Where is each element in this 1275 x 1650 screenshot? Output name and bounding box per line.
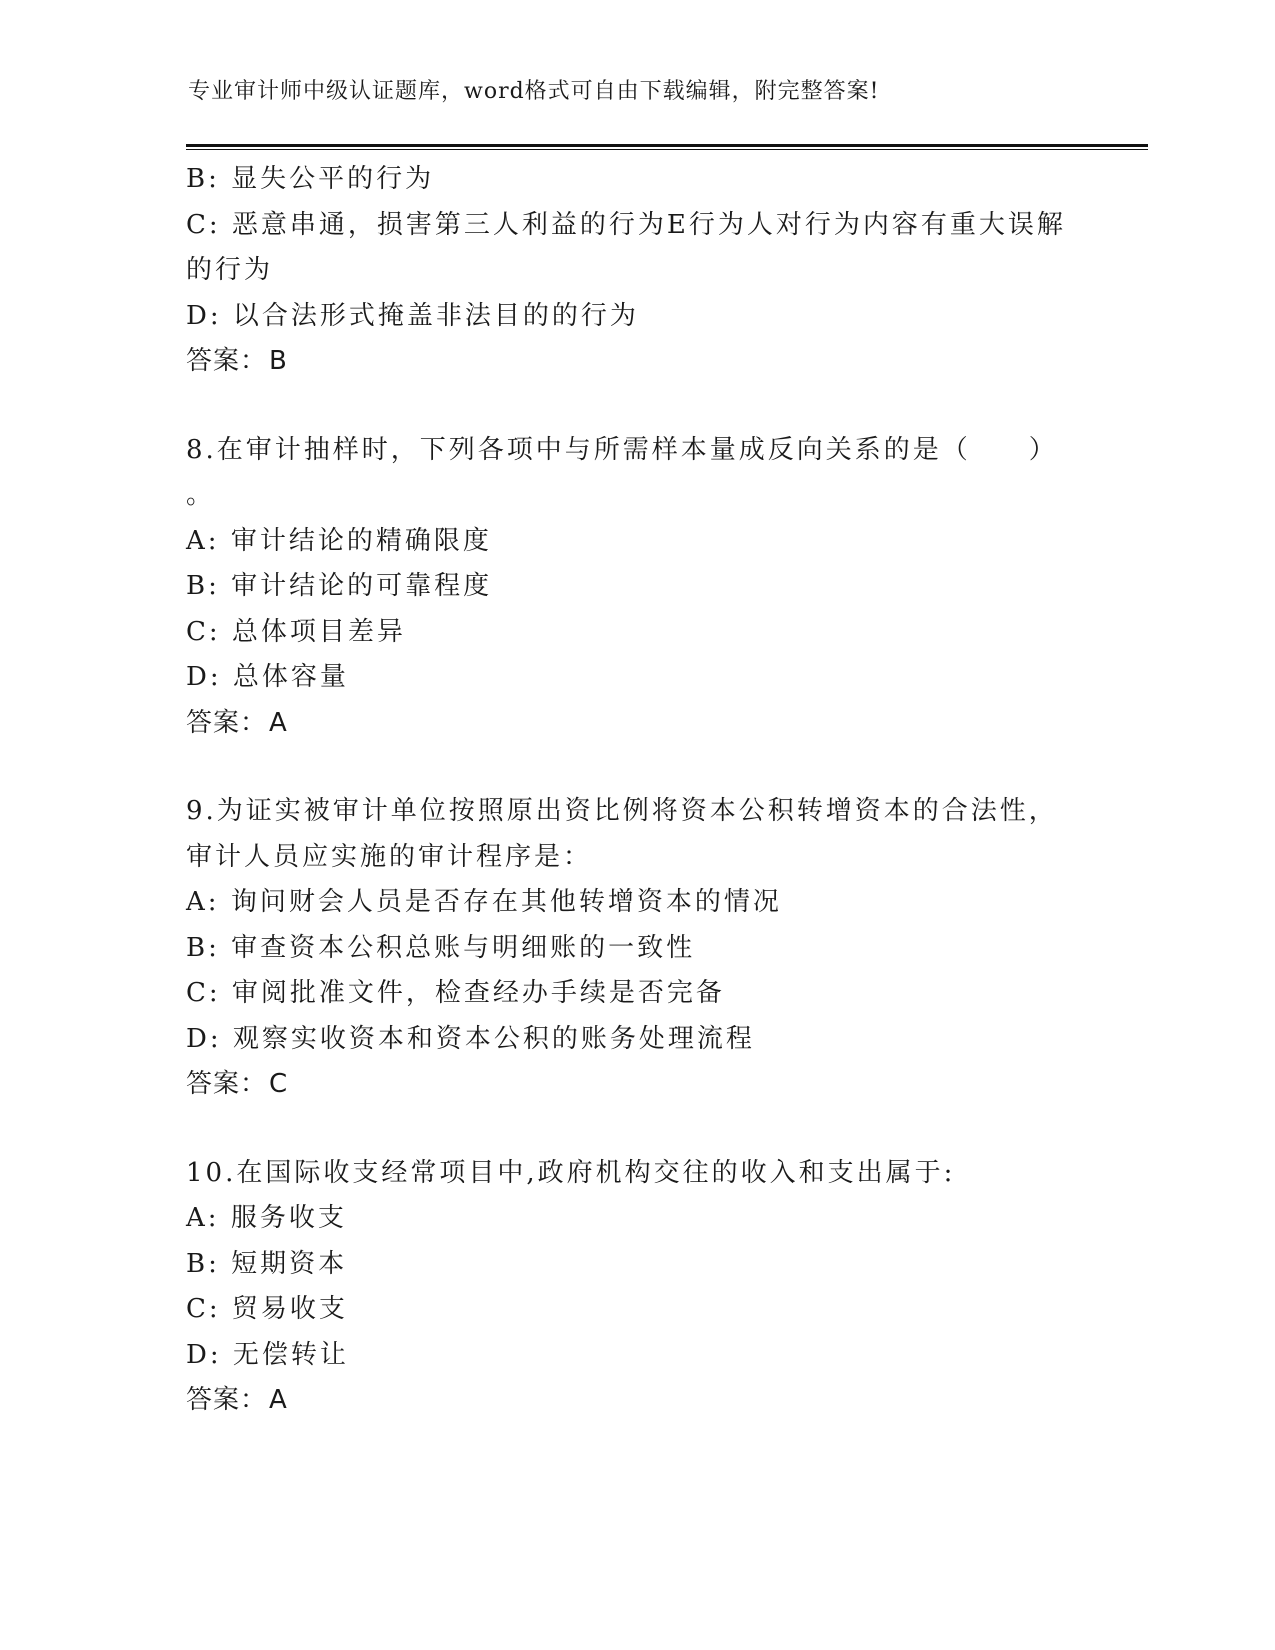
answer-option xyxy=(186,203,1086,249)
answer-value: B xyxy=(269,346,288,376)
option-label: D: xyxy=(186,662,233,692)
question-stem: 10.在国际收支经常项目中,政府机构交往的收入和支出属于: xyxy=(186,1157,956,1188)
header-rule-thick xyxy=(186,144,1148,147)
option-label: A: xyxy=(186,1203,231,1233)
answer-option xyxy=(186,1242,1086,1288)
answer-option xyxy=(186,1333,1086,1379)
answer-option xyxy=(186,926,1086,972)
option-label: D: xyxy=(186,1339,233,1370)
answer-line xyxy=(186,1378,1086,1424)
option-text: 审查资本公积总账与明细账的一致性 xyxy=(231,932,696,963)
answer-option xyxy=(186,519,1086,565)
answer-option xyxy=(186,1196,1086,1242)
answer-option xyxy=(186,610,1086,656)
question-stem: 。 xyxy=(186,480,216,510)
answer-value: A xyxy=(269,1385,288,1415)
question-block xyxy=(186,1151,1086,1424)
option-text: 的行为 xyxy=(186,255,274,285)
question-stem: 8.在审计抽样时，下列各项中与所需样本量成反向关系的是（ ） xyxy=(186,434,1058,465)
option-text: 恶意串通，损害第三人利益的行为E行为人对行为内容有重大误解 xyxy=(231,209,1066,240)
answer-option xyxy=(186,157,1086,203)
answer-option xyxy=(186,564,1086,610)
option-text: 审阅批准文件，检查经办手续是否完备 xyxy=(231,978,725,1008)
answer-label: 答案： xyxy=(186,346,268,376)
answer-label: 答案： xyxy=(186,1069,268,1099)
option-label: B: xyxy=(186,932,232,963)
option-text: 审计结论的可靠程度 xyxy=(231,571,493,601)
answer-line xyxy=(186,339,1086,385)
question-block xyxy=(186,789,1086,1108)
answer-option xyxy=(186,971,1086,1017)
answer-value: C xyxy=(269,1069,289,1099)
option-label: B: xyxy=(186,1248,232,1279)
option-label: A: xyxy=(186,887,231,917)
option-text: 无偿转让 xyxy=(232,1339,349,1370)
option-text: 总体容量 xyxy=(232,662,349,692)
option-label: C: xyxy=(186,616,232,647)
question-list xyxy=(186,157,1086,1467)
page-header: 专业审计师中级认证题库，word格式可自由下载编辑，附完整答案! xyxy=(188,79,880,104)
option-label: C: xyxy=(186,1294,232,1324)
option-text: 总体项目差异 xyxy=(231,616,406,647)
answer-option xyxy=(186,248,1086,294)
answer-value: A xyxy=(269,707,288,738)
option-label: C: xyxy=(186,978,232,1008)
option-text: 贸易收支 xyxy=(231,1294,348,1324)
answer-line xyxy=(186,701,1086,747)
header-rule-thin xyxy=(186,149,1148,150)
option-text: 显失公平的行为 xyxy=(231,164,435,194)
option-label: C: xyxy=(186,209,232,240)
question-stem: 9.为证实被审计单位按照原出资比例将资本公积转增资本的合法性， xyxy=(186,796,1058,826)
option-text: 以合法形式掩盖非法目的的行为 xyxy=(232,300,639,331)
answer-option xyxy=(186,880,1086,926)
option-label: D: xyxy=(186,300,233,331)
question-block xyxy=(186,157,1086,385)
option-label: A: xyxy=(186,525,231,556)
option-text: 审计结论的精确限度 xyxy=(230,525,492,556)
question-block xyxy=(186,428,1086,747)
answer-line xyxy=(186,1062,1086,1108)
answer-label: 答案： xyxy=(186,1385,268,1415)
option-text: 观察实收资本和资本公积的账务处理流程 xyxy=(232,1023,755,1054)
option-text: 短期资本 xyxy=(231,1248,348,1279)
answer-option xyxy=(186,1017,1086,1063)
option-label: B: xyxy=(186,164,232,194)
option-text: 服务收支 xyxy=(230,1203,347,1233)
option-text: 询问财会人员是否存在其他转增资本的情况 xyxy=(230,887,782,917)
question-stem: 审计人员应实施的审计程序是： xyxy=(186,841,593,872)
option-label: B: xyxy=(186,571,232,601)
option-label: D: xyxy=(186,1023,233,1054)
answer-label: 答案： xyxy=(186,707,268,738)
answer-option xyxy=(186,655,1086,701)
answer-option xyxy=(186,1287,1086,1333)
answer-option xyxy=(186,294,1086,340)
